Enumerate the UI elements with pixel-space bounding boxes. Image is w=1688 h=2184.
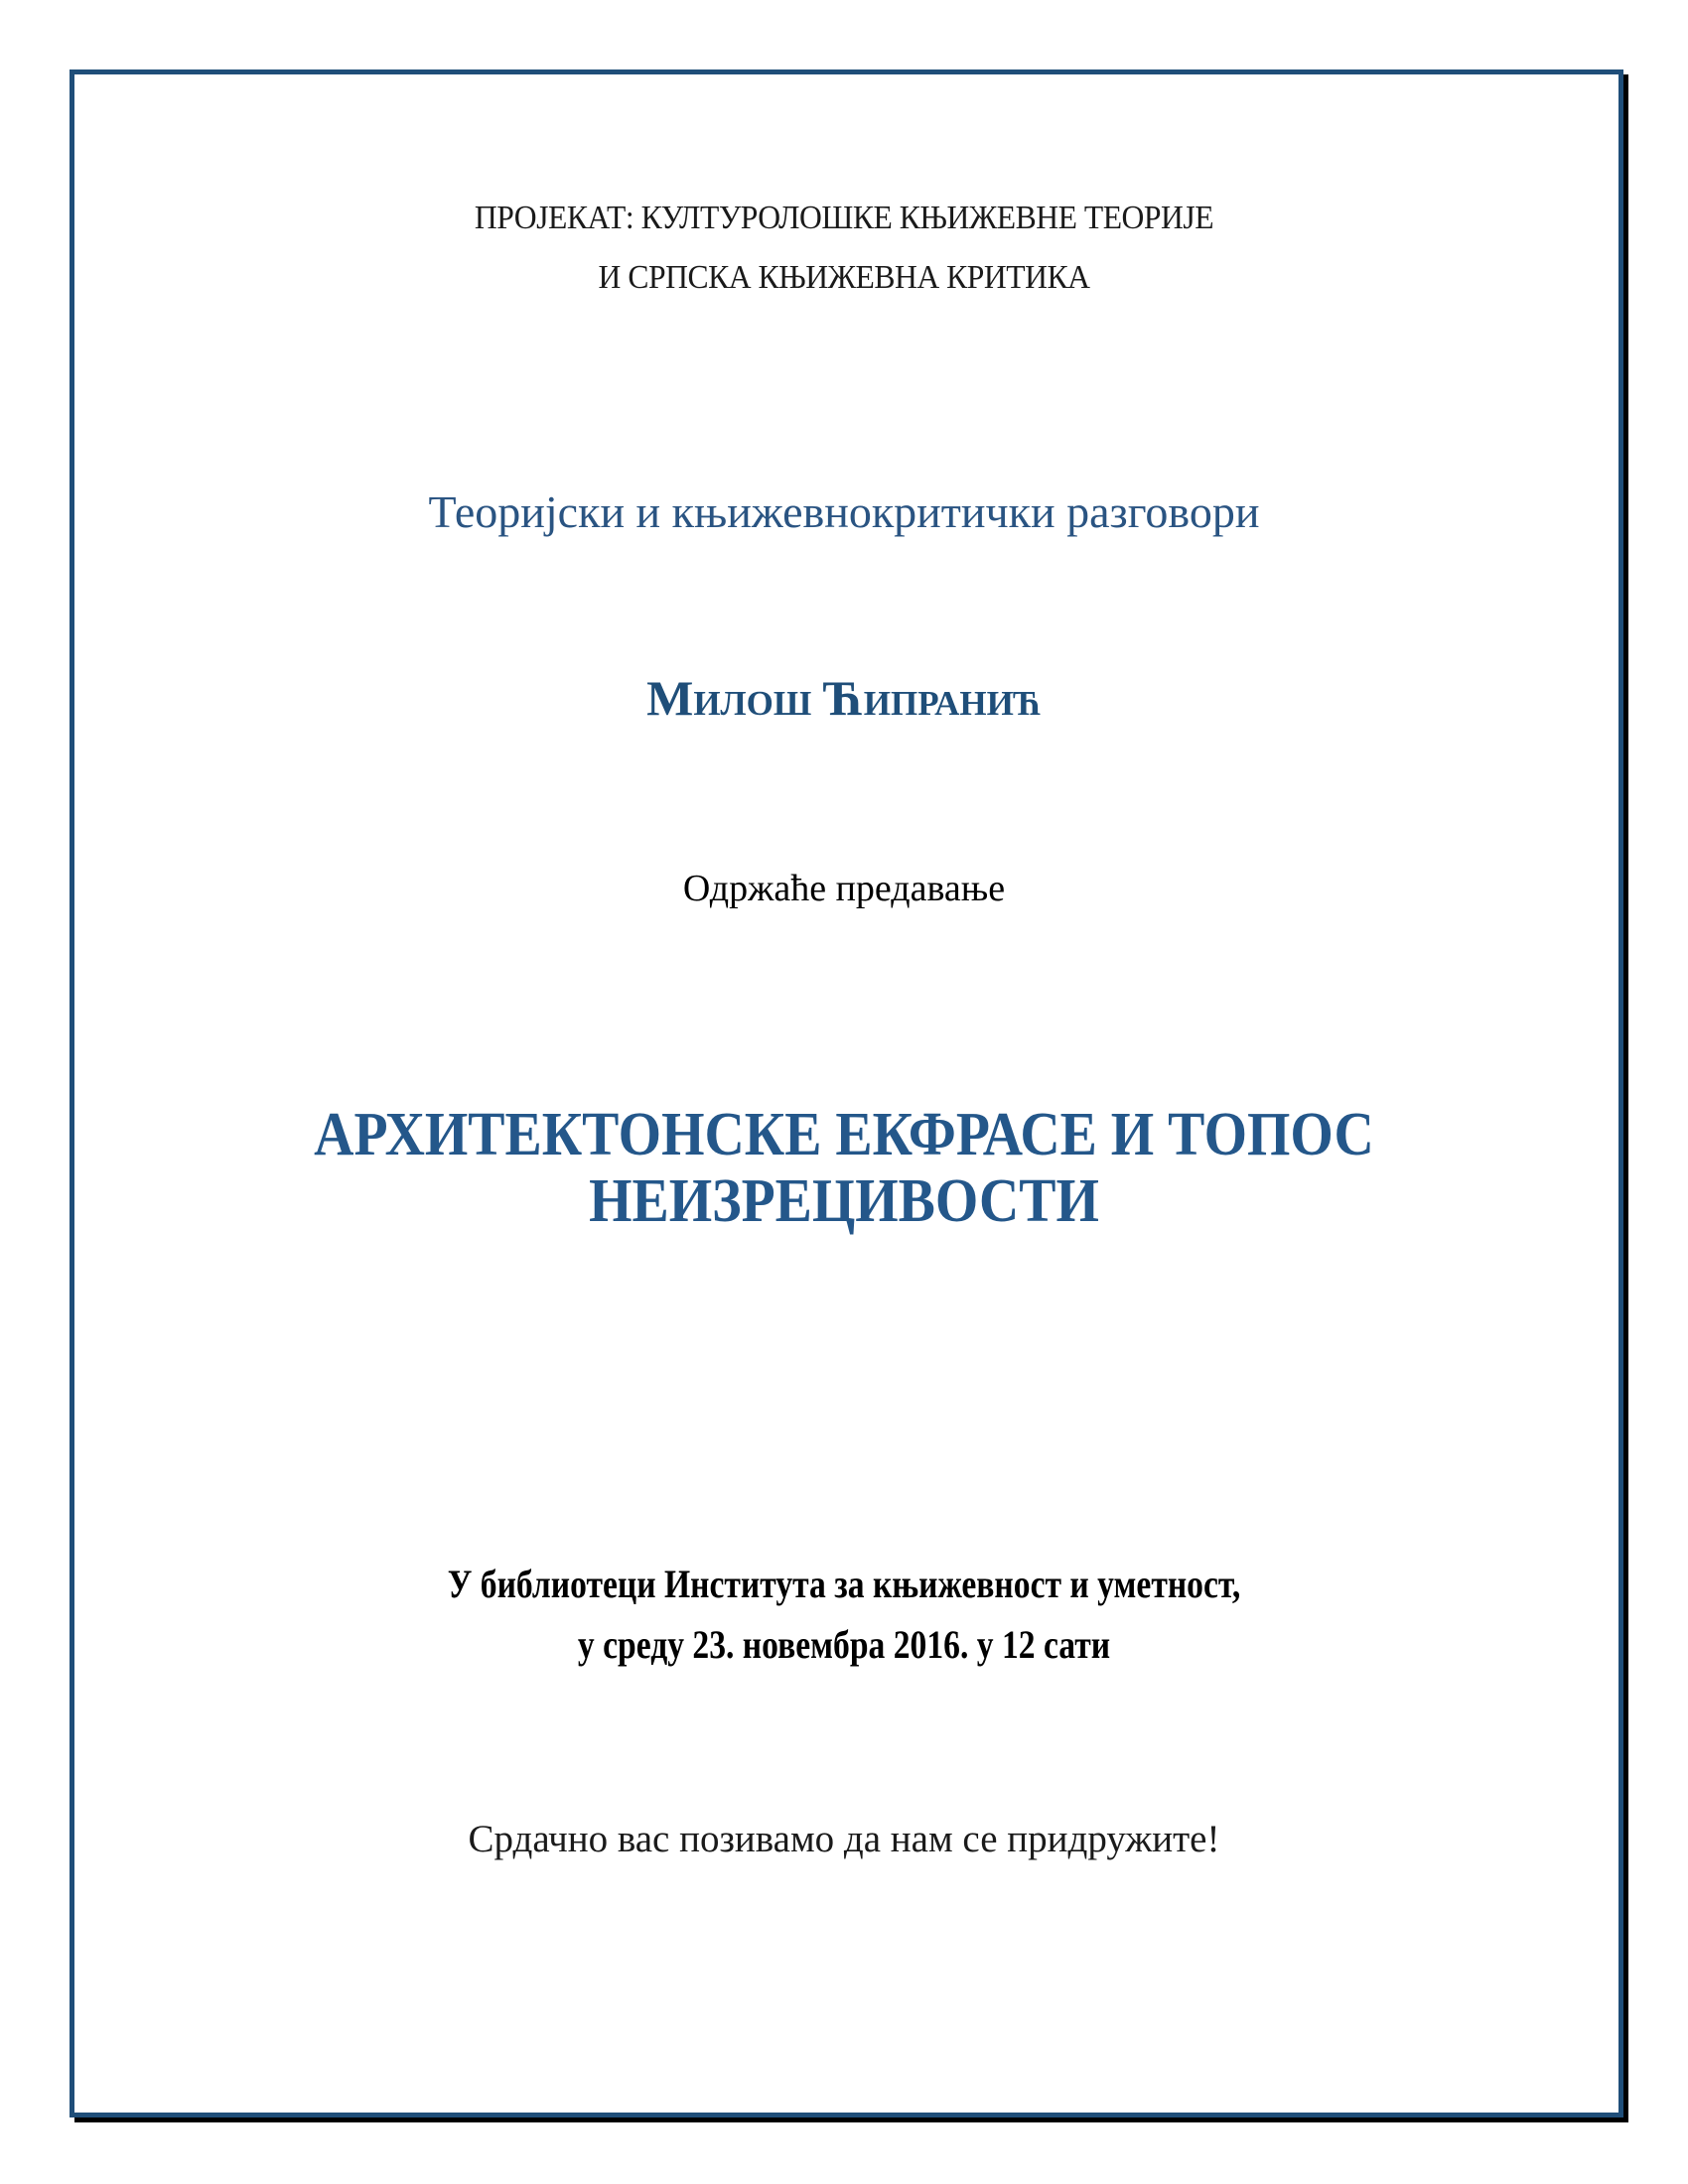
lecture-title-line-1: АРХИТЕКТОНСКЕ ЕКФРАСЕ И ТОПОС — [314, 1101, 1374, 1168]
speaker-name: Милош Ћипранић — [646, 670, 1042, 726]
lecture-title-line-2: НЕИЗРЕЦИВОСТИ — [589, 1167, 1099, 1235]
page-border-frame — [70, 69, 1623, 2117]
invitation-text: Срдачно вас позивамо да нам се придружите! — [468, 1818, 1220, 1860]
venue-date-time: у среду 23. новембра 2016. у 12 сати — [577, 1622, 1111, 1667]
announcement-text: Одржаће предавање — [682, 868, 1006, 909]
venue-line-1: У библиотеци Института за књижевност и уметност, — [447, 1562, 1241, 1606]
series-title: Теоријски и књижевнокритички разговори — [428, 486, 1260, 537]
project-heading-line-2: И СРПСКА КЊИЖЕВНА КРИТИКА — [598, 259, 1090, 296]
project-heading-line-1: ПРОЈЕКАТ: КУЛТУРОЛОШКЕ КЊИЖЕВНЕ ТЕОРИЈЕ — [474, 200, 1214, 236]
